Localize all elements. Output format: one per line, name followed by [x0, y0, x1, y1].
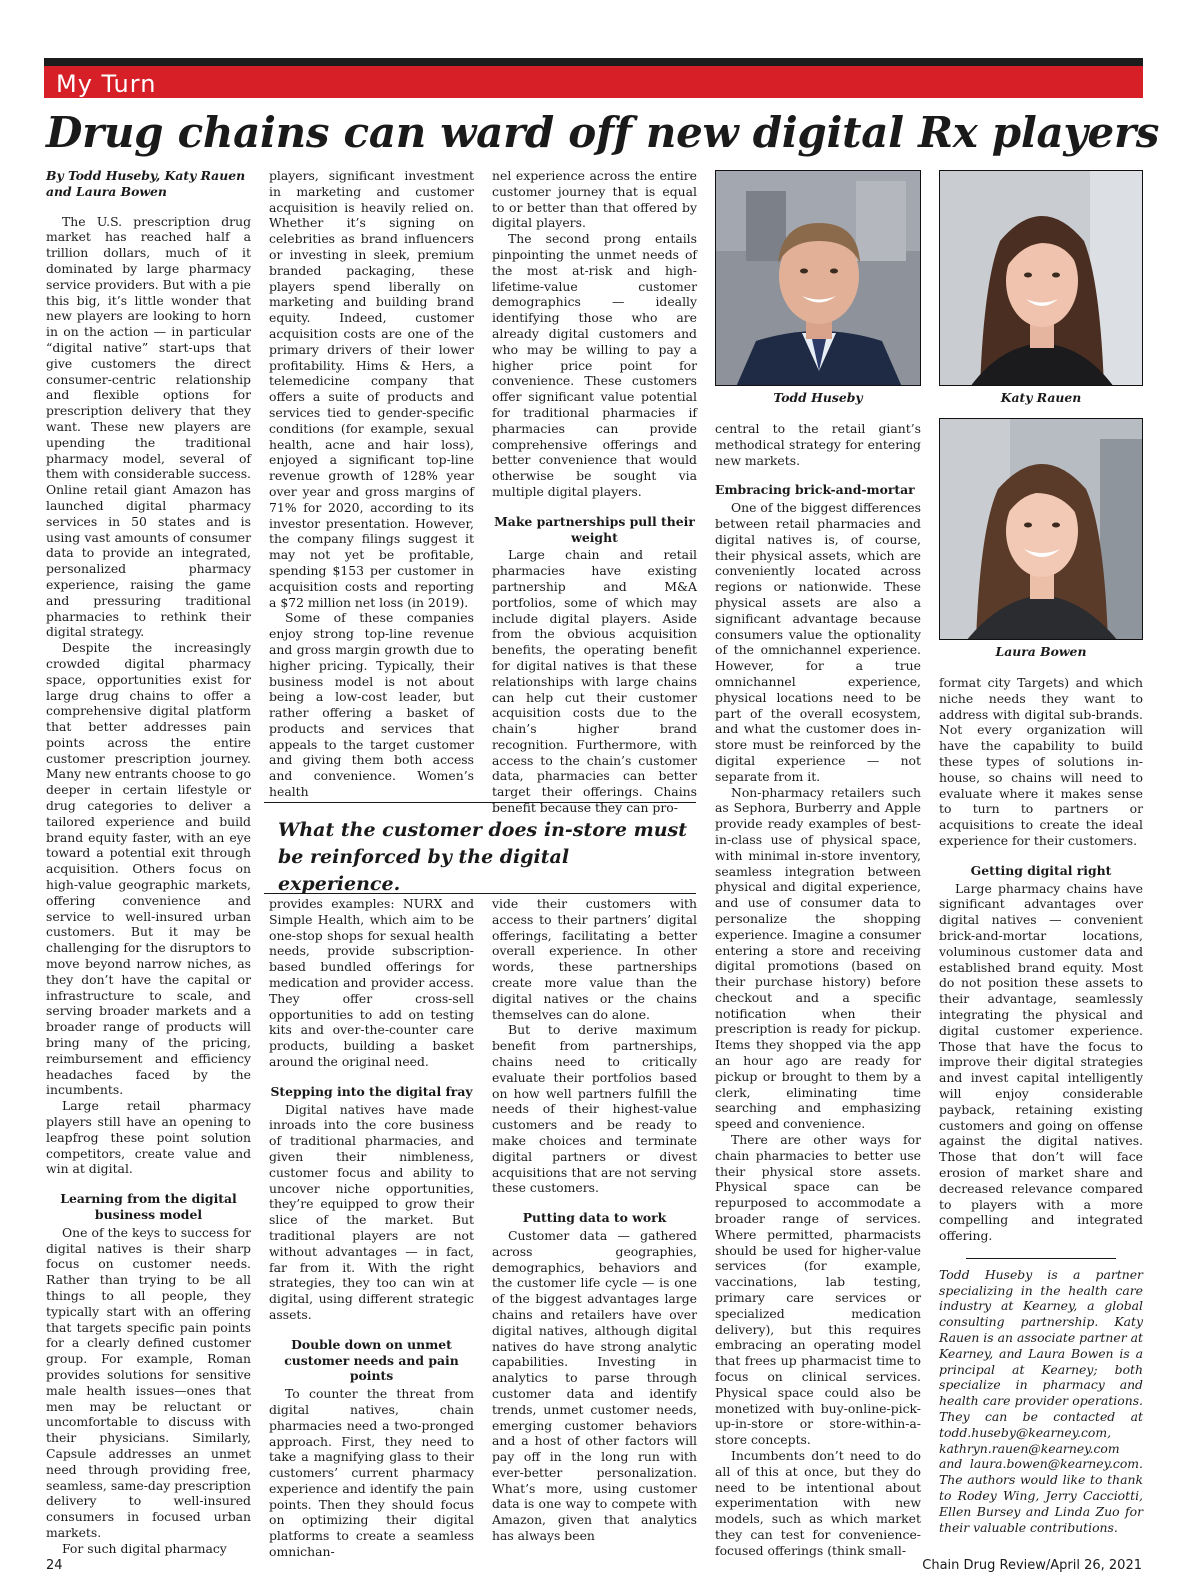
article-headline: Drug chains can ward off new digital Rx players [46, 108, 1160, 157]
byline: By Todd Huseby, Katy Rauen and Laura Bowen [46, 168, 246, 199]
portrait-woman-image [940, 419, 1143, 640]
paragraph: One of the keys to success for digital natives is their sharp focus on customer needs. Rather than trying to be all things to all people, they typically start with an offering that targets specific pain points for a clearly defined customer group. For example, Roman provides solutions for sensitive male health issues—ones that men may be reluctant or uncomfortable to discuss with their physicians. Similarly, Capsule addresses an unmet need through providing free, seamless, same-day prescription delivery to well-insured consumers in focused urban markets. [46, 1224, 251, 1540]
column-4 [715, 421, 921, 1559]
pull-quote [264, 802, 696, 894]
photo-katy-rauen [939, 170, 1143, 386]
author-bio: Todd Huseby is a partner specializing in the health care industry at Kearney, a global consulting partnership. Katy Rauen is an associate partner at Kearney, and Laura Bowen is a principal at Kearney; both specialize in pharmacy and health care provider operations. They can be contacted at todd.huseby@kearney.com, kathryn.rauen@kearney.com and laura.bowen@kearney.com. The authors would like to thank to Rodey Wing, Jerry Cacciotti, Ellen Bursey and Linda Zuo for their valuable contributions. [939, 1266, 1143, 1535]
paragraph: vide their customers with access to their partners’ digital offerings, facilitating a better overall experience. In other words, these partnerships create more value than the digital natives or the chains themselves can do alone. [492, 896, 697, 1022]
paragraph: provides examples: NURX and Simple Health, which aim to be one-stop shops for sexual health needs, provide subscription-based bundled offerings for medication and provider access. They offer cross-sell opportunities to add on testing kits and over-the-counter care products, building a basket around the original need. [269, 896, 474, 1069]
portrait-woman-image [940, 171, 1143, 386]
column-3-top [492, 168, 697, 816]
subhead: Embracing brick-and-mortar [715, 482, 915, 498]
publication-line: Chain Drug Review/April 26, 2021 [922, 1558, 1142, 1573]
column-3-bottom [492, 896, 697, 1544]
paragraph: Incumbents don’t need to do all of this at once, but they do need to be intentional about experimentation with new models, such as which market they can test for convenience-focused offerings (think small- [715, 1448, 921, 1558]
paragraph: To counter the threat from digital natives, chain pharmacies need a two-pronged approach. First, they need to take a magnifying glass to their customers’ current pharmacy experience and identify the pain points. Then they should focus on optimizing their digital platforms to create a seamless omnichan- [269, 1386, 474, 1560]
paragraph: nel experience across the entire customer journey that is equal to or better than that offered by digital players. [492, 168, 697, 231]
paragraph: central to the retail giant’s methodical strategy for entering new markets. [715, 421, 921, 468]
paragraph: Despite the increasingly crowded digital pharmacy space, opportunities exist for large drug chains to offer a comprehensive digital platform that better addresses pain points across the entire customer prescription journey. Many new entrants choose to go deeper in certain lifestyle or drug categories to deliver a tailored experience and build brand equity faster, with an eye toward a potential exit through acquisition. Others focus on high-value geographic markets, offering convenience and service to well-insured urban customers. But it may be challenging for the disruptors to move beyond narrow niches, as they don’t have the capital or infrastructure to scale, and serving broader markets and a broader range of products will bring many of the pricing, reimbursement and efficiency headaches faced by the incumbents. [46, 640, 251, 1098]
paragraph: One of the biggest differences between retail pharmacies and digital natives is, of course, their physical assets, which are conveniently located across regions or nationwide. These physical assets are also a significant advantage because consumers value the optionality of the omnichannel experience. However, for a true omnichannel experience, physical locations need to be part of the overall ecosystem, and what the customer does in-store must be reinforced by the digital experience — not separate from it. [715, 500, 921, 784]
paragraph: Non-pharmacy retailers such as Sephora, Burberry and Apple provide ready examples of best-in-class use of physical space, with minimal in-store inventory, seamless integration between physical and digital experience, and use of consumer data to personalize the shopping experience. Imagine a consumer entering a store and receiving digital promotions (based on their purchase history) before checkout and a specific notification when their prescription is ready for pickup. Items they shopped via the app an hour ago are ready for pickup or brought to them by a clerk, eliminating time searching and emphasizing speed and convenience. [715, 784, 921, 1132]
paragraph: The second prong entails pinpointing the unmet needs of the most at-risk and high-lifetime-value customer demographics — ideally identifying those who are already digital customers and who may be willing to pay a higher price point for convenience. These customers offer significant value potential for traditional pharmacies if pharmacies can provide comprehensive offerings and better convenience that would otherwise be sought via multiple digital players. [492, 231, 697, 499]
paragraph: But to derive maximum benefit from partnerships, chains need to critically evaluate their portfolios based on how well partners fulfill the needs of their highest-value customers and be ready to make choices and terminate digital partners or divest acquisitions that are not serving these customers. [492, 1022, 697, 1196]
subhead: Learning from the digital business model [60, 1191, 237, 1222]
paragraph: players, significant investment in marketing and customer acquisition is heavily relied on. Whether it’s signing on celebrities as brand influencers or investing in sleek, premium branded packaging, these players spend liberally on marketing and building brand equity. Indeed, customer acquisition costs are one of the primary drivers of their lower profitability. Hims & Hers, a telemedicine company that offers a suite of products and services tied to gender-specific conditions (for example, sexual health, acne and hair loss), enjoyed a significant top-line revenue growth of 128% year over year and gross margins of 71% for 2020, according to its investor presentation. However, the company filings suggest it may not yet be profitable, spending $153 per customer in acquisition costs and reporting a $72 million net loss (in 2019). [269, 168, 474, 610]
photo-laura-bowen [939, 418, 1143, 640]
paragraph: Large pharmacy chains have significant advantages over digital natives — convenient brick-and-mortar locations, voluminous customer data and established brand equity. Most do not position these assets to their advantage, seamlessly integrating the physical and digital customer experience. Those that have the focus to improve their digital strategies and invest capital intelligently will enjoy considerable payback, retaining existing customers and going on offense against the digital natives. Those that don’t will face erosion of market share and decreased relevance compared to players with a more compelling and integrated offering. [939, 880, 1143, 1244]
photo-caption: Laura Bowen [995, 644, 1087, 659]
divider [966, 1258, 1116, 1259]
paragraph: Some of these companies enjoy strong top-line revenue and gross margin growth due to higher pricing. Typically, their business model is not about being a low-cost leader, but rather offering a basket of products and services that appeals to the target customer and giving them both access and convenience. Women’s health [269, 610, 474, 800]
paragraph: Large chain and retail pharmacies have existing partnership and M&A portfolios, some of which may include digital players. Aside from the obvious acquisition benefits, the operating benefit for digital natives is that these relationships with large chains can help cut their customer acquisition costs due to the chain’s higher brand recognition. Furthermore, with access to the chain’s customer data, pharmacies can better target their offerings. Chains benefit because they can pro- [492, 547, 697, 816]
paragraph: For such digital pharmacy [62, 1540, 227, 1556]
photo-caption: Katy Rauen [1000, 390, 1082, 405]
paragraph: Customer data — gathered across geographies, demographics, behaviors and the customer life cycle — is one of the biggest advantages large chains and retailers have over digital natives, although digital natives do have strong analytic capabilities. Investing in analytics to parse through customer data and identify trends, unmet customer needs, emerging customer behaviors and a host of other factors will pay off in the long run with ever-better personalization. What’s more, using customer data is one way to compete with Amazon, given that analytics has always been [492, 1227, 697, 1544]
photo-todd-huseby [715, 170, 921, 386]
subhead: Make partnerships pull their weight [494, 513, 695, 545]
column-1 [46, 168, 251, 1557]
column-2-bottom [269, 896, 474, 1560]
paragraph: Digital natives have made inroads into the core business of traditional pharmacies, and given their nimbleness, customer focus and ability to uncover niche opportunities, they’re equipped to grow their slice of the market. But traditional players are not without advantages — in fact, far from it. With the right strategies, they too can win at digital, using different strategic assets. [269, 1101, 474, 1322]
column-2-top [269, 168, 474, 800]
photo-caption: Todd Huseby [773, 390, 863, 405]
column-5 [939, 675, 1143, 1535]
paragraph: The U.S. prescription drug market has reached half a trillion dollars, much of it dominated by large pharmacy service providers. But with a pie this big, it’s little wonder that new players are looking to horn in on the action — in particular “digital native” start-ups that give customers the direct consumer-centric relationship and flexible options for prescription delivery that they want. These new players are upending the traditional pharmacy model, several of them with considerable success. Online retail giant Amazon has launched digital pharmacy services in 50 states and is using vast amounts of consumer data to provide an integrated, personalized pharmacy experience, raising the game and pressuring traditional pharmacies to rethink their digital strategy. [46, 213, 251, 640]
pull-quote-text: What the customer does in-store must be reinforced by the digital experience. [278, 819, 688, 895]
section-label: My Turn [56, 70, 157, 98]
subhead: Getting digital right [970, 862, 1112, 878]
paragraph: Large retail pharmacy players still have an opening to leapfrog these point solution competitors, create value and win at digital. [46, 1098, 251, 1177]
section-banner [44, 58, 1143, 98]
subhead: Putting data to work [522, 1210, 667, 1226]
subhead: Stepping into the digital fray [270, 1083, 473, 1099]
portrait-man-image [716, 171, 921, 386]
paragraph: There are other ways for chain pharmacies to better use their physical store assets. Physical space can be repurposed to accommodate a broader range of services. Where permitted, pharmacists should be used for higher-value services (for example, vaccinations, lab testing, primary care services or specialized medication delivery), but this requires embracing an operating model that frees up pharmacist time to focus on clinical services. Physical space could also be monetized with buy-online-pick-up-in-store or store-within-a-store concepts. [715, 1132, 921, 1448]
subhead: Double down on unmet customer needs and pain points [284, 1336, 459, 1384]
page-number: 24 [46, 1558, 63, 1573]
paragraph: format city Targets) and which niche needs they want to address with digital sub-brands. Not every organization will have the capability to build these types of solutions in-house, so chains will need to evaluate where it makes sense to turn to partners or acquisitions to create the ideal experience for their customers. [939, 675, 1143, 848]
